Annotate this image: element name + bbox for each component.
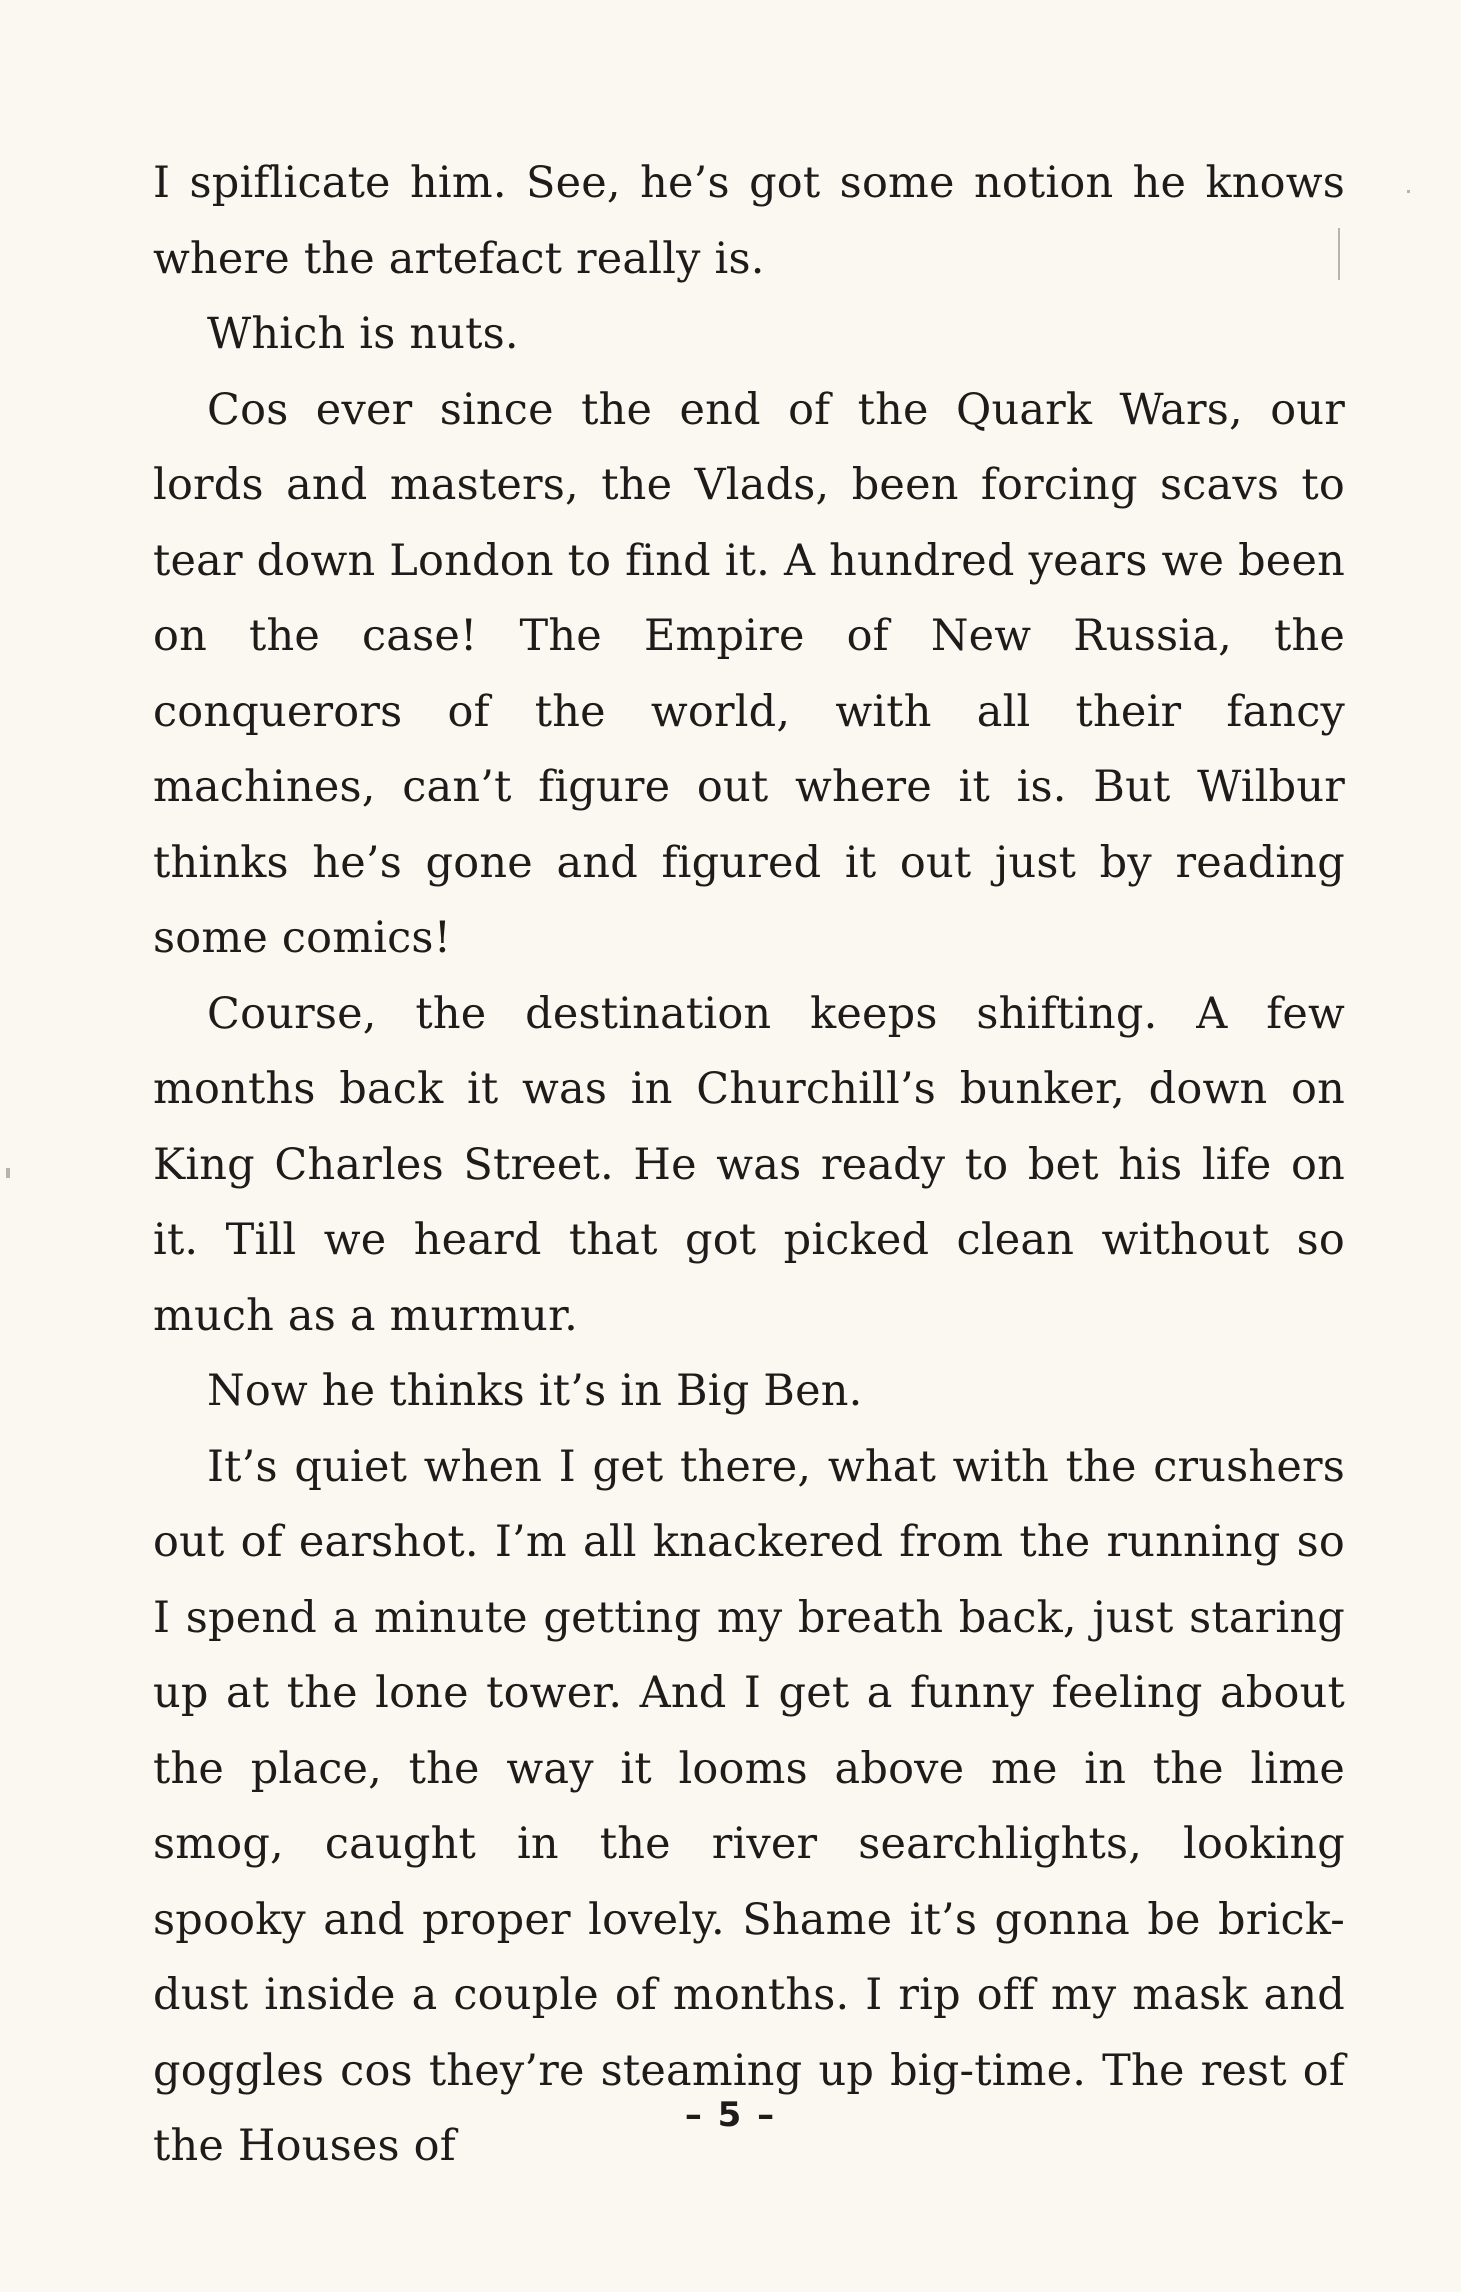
scan-mark bbox=[1407, 190, 1410, 193]
scan-mark bbox=[6, 1168, 10, 1178]
body-text bbox=[153, 146, 1345, 2185]
paragraph-2: Which is nuts. bbox=[207, 309, 519, 359]
page-number: – 5 – bbox=[684, 2095, 777, 2135]
scan-mark bbox=[1338, 228, 1340, 280]
paragraph-5: Now he thinks it’s in Big Ben. bbox=[207, 1366, 863, 1416]
paragraph-4: Course, the destination keeps shifting. A few months back it was in Churchill’s bunker, down on King Charles Street. He was ready to bet his life on it. Till we heard that got picked clean without so much as a murmur. bbox=[153, 988, 1345, 1341]
paragraph-3: Cos ever since the end of the Quark Wars, our lords and masters, the Vlads, been forcing scavs to tear down London to find it. A hundred years we been on the case! The Empire of New Russia, the conquerors of the world, with all their fancy machines, can’t figure out where it is. But Wilbur thinks he’s gone and figured it out just by reading some comics! bbox=[153, 384, 1345, 963]
paragraph-1: I spiflicate him. See, he’s got some notion he knows where the artefact really is. bbox=[153, 158, 1345, 284]
paragraph-6: It’s quiet when I get there, what with the crushers out of earshot. I’m all knackered from the running so I spend a minute getting my breath back, just staring up at the lone tower. And I get a funny feeling about the place, the way it looms above me in the lime smog, caught in the river searchlights, looking spooky and proper lovely. Shame it’s gonna be brick-dust inside a couple of months. I rip off my mask and goggles cos they’re steaming up big-time. The rest of the Houses of bbox=[153, 1441, 1345, 2171]
